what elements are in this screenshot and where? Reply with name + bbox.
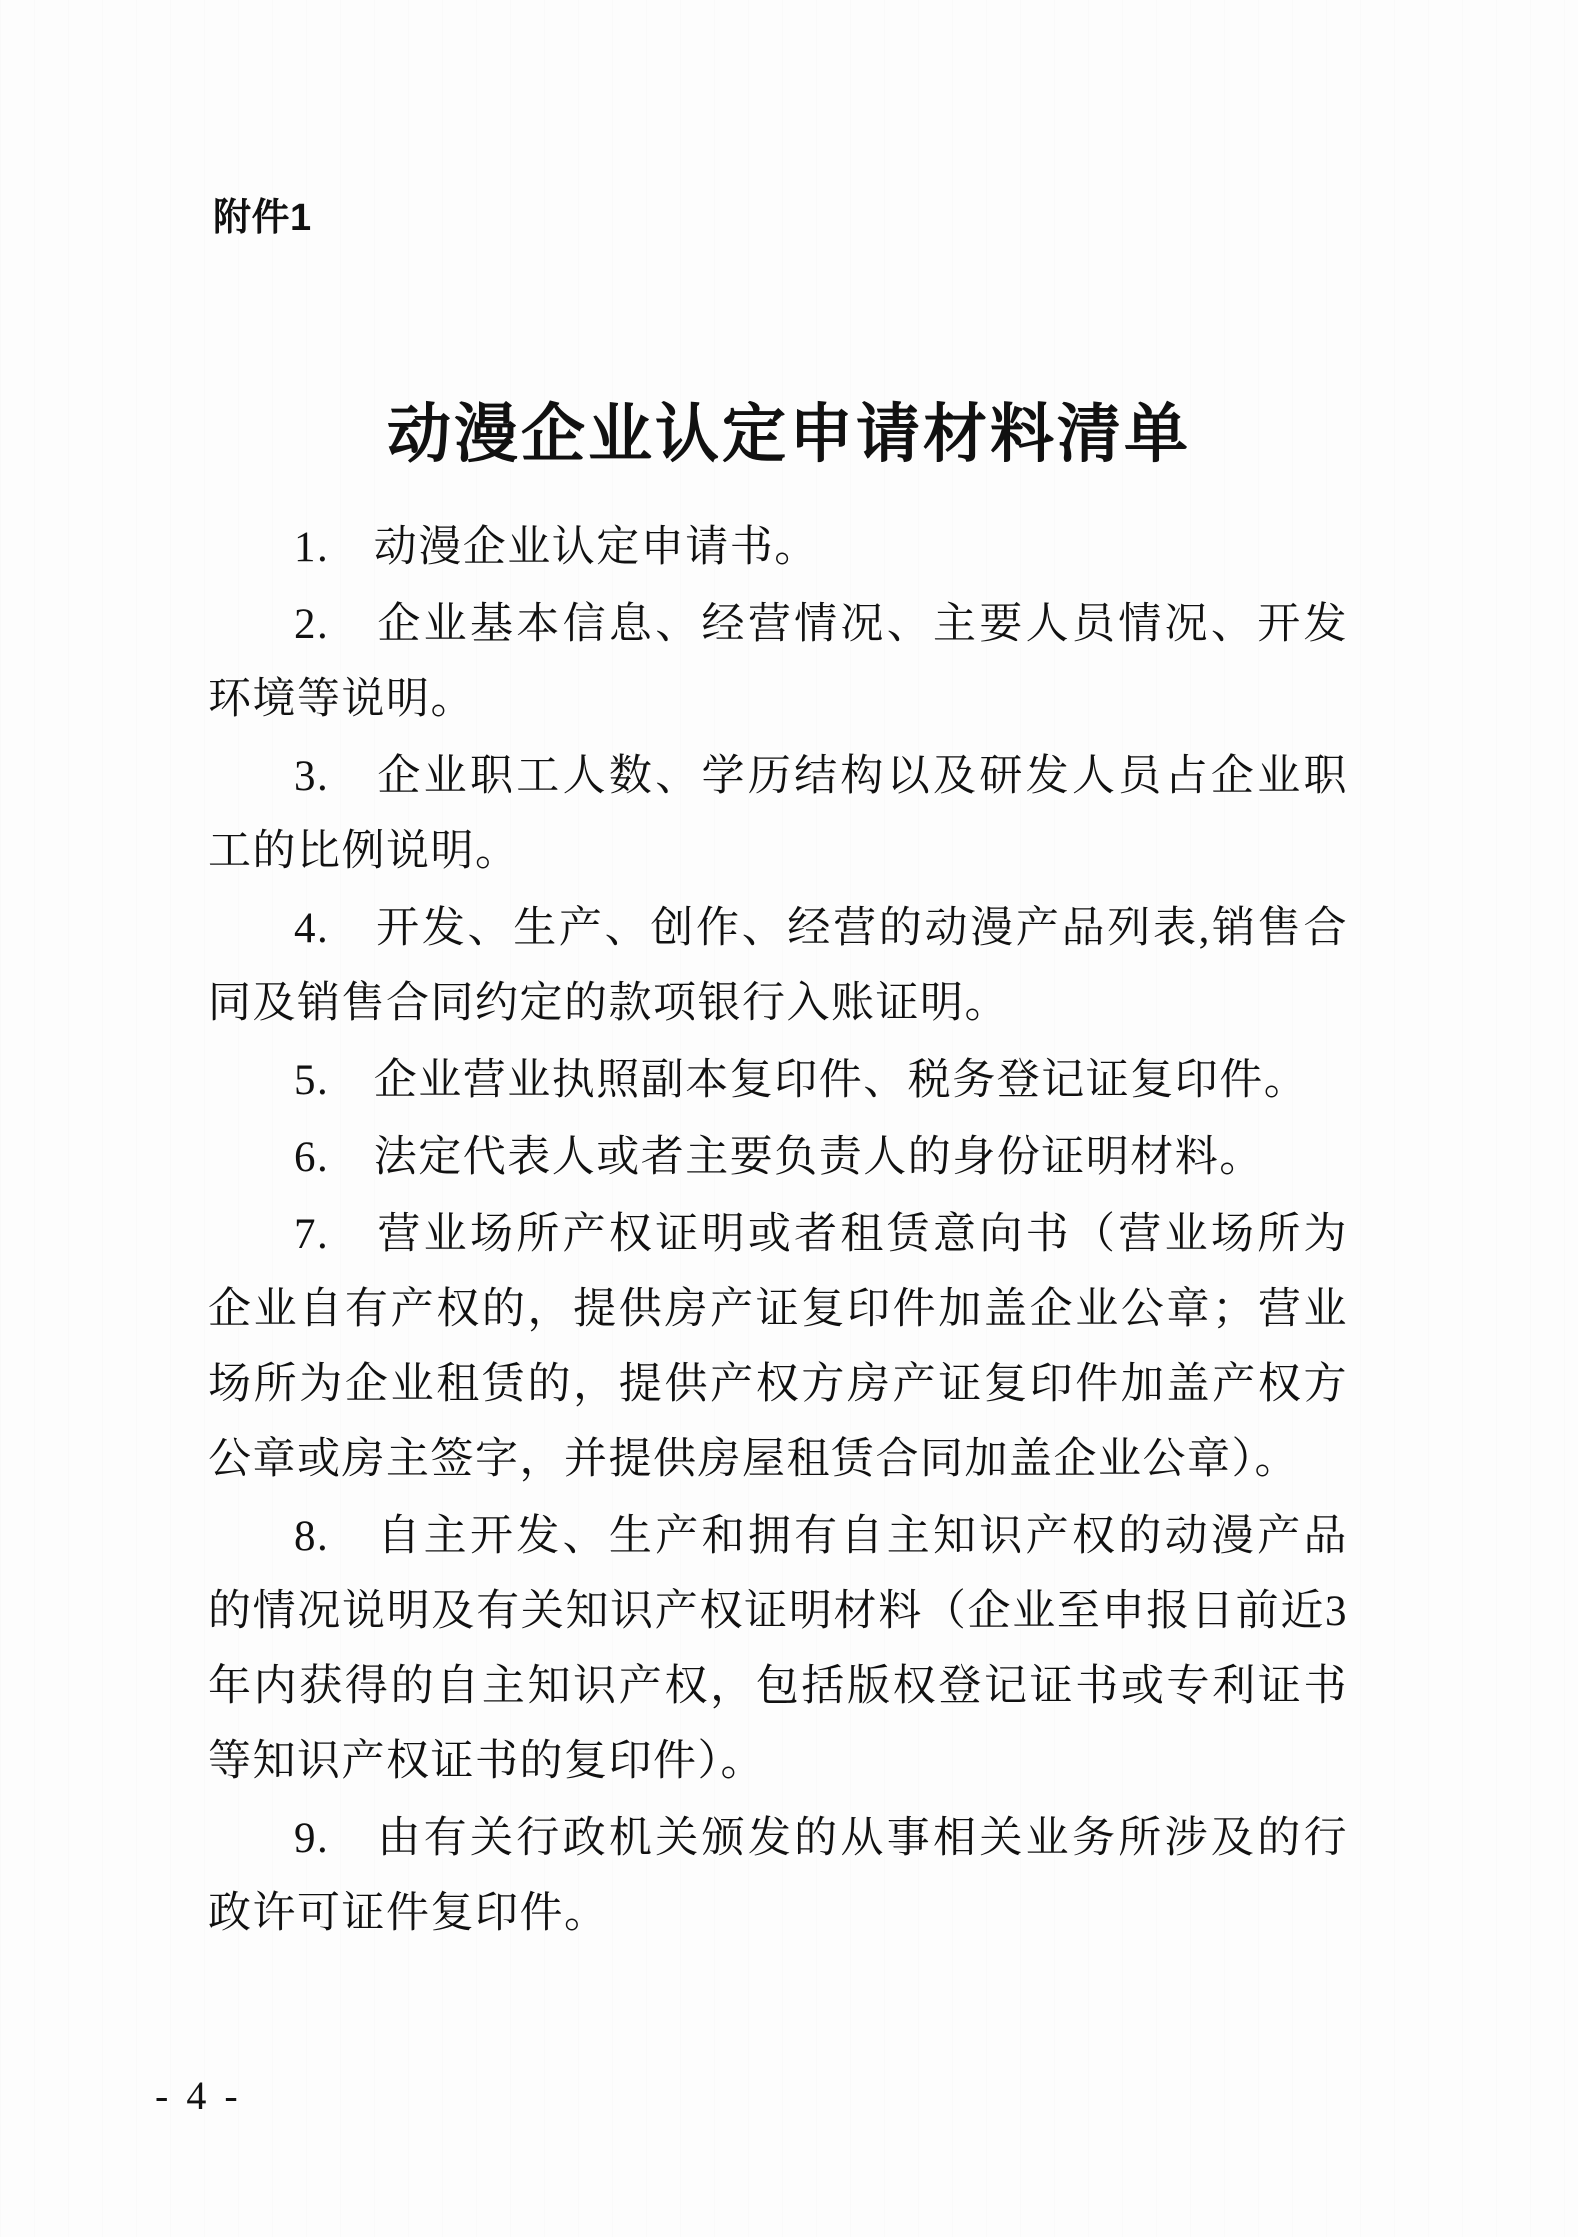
list-item: 9. 由有关行政机关颁发的从事相关业务所涉及的行政许可证件复印件。 xyxy=(208,1815,1348,1937)
list-item: 5. 企业营业执照副本复印件、税务登记证复印件。 xyxy=(294,1057,1309,1104)
list-item: 1. 动漫企业认定申请书。 xyxy=(294,524,819,571)
page-number: - 4 - xyxy=(155,2073,242,2118)
list-item: 8. 自主开发、生产和拥有自主知识产权的动漫产品的情况说明及有关知识产权证明材料（企业至申报日前近3年内获得的自主知识产权，包括版权登记证书或专利证书等知识产权证书的复印件）。 xyxy=(208,1513,1348,1785)
list-item: 4. 开发、生产、创作、经营的动漫产品列表,销售合同及销售合同约定的款项银行入账证明。 xyxy=(208,905,1348,1027)
material-list xyxy=(208,510,1348,1953)
attachment-label: 附件1 xyxy=(213,197,312,239)
list-item: 6. 法定代表人或者主要负责人的身份证明材料。 xyxy=(294,1134,1264,1181)
list-item: 3. 企业职工人数、学历结构以及研发人员占企业职工的比例说明。 xyxy=(208,753,1348,875)
list-item: 7. 营业场所产权证明或者租赁意向书（营业场所为企业自有产权的，提供房产证复印件加盖企业公章；营业场所为企业租赁的，提供产权方房产证复印件加盖产权方公章或房主签字，并提供房屋租赁合同加盖企业公章）。 xyxy=(208,1211,1348,1483)
list-item: 2. 企业基本信息、经营情况、主要人员情况、开发环境等说明。 xyxy=(208,601,1348,723)
page-title: 动漫企业认定申请材料清单 xyxy=(387,398,1191,470)
